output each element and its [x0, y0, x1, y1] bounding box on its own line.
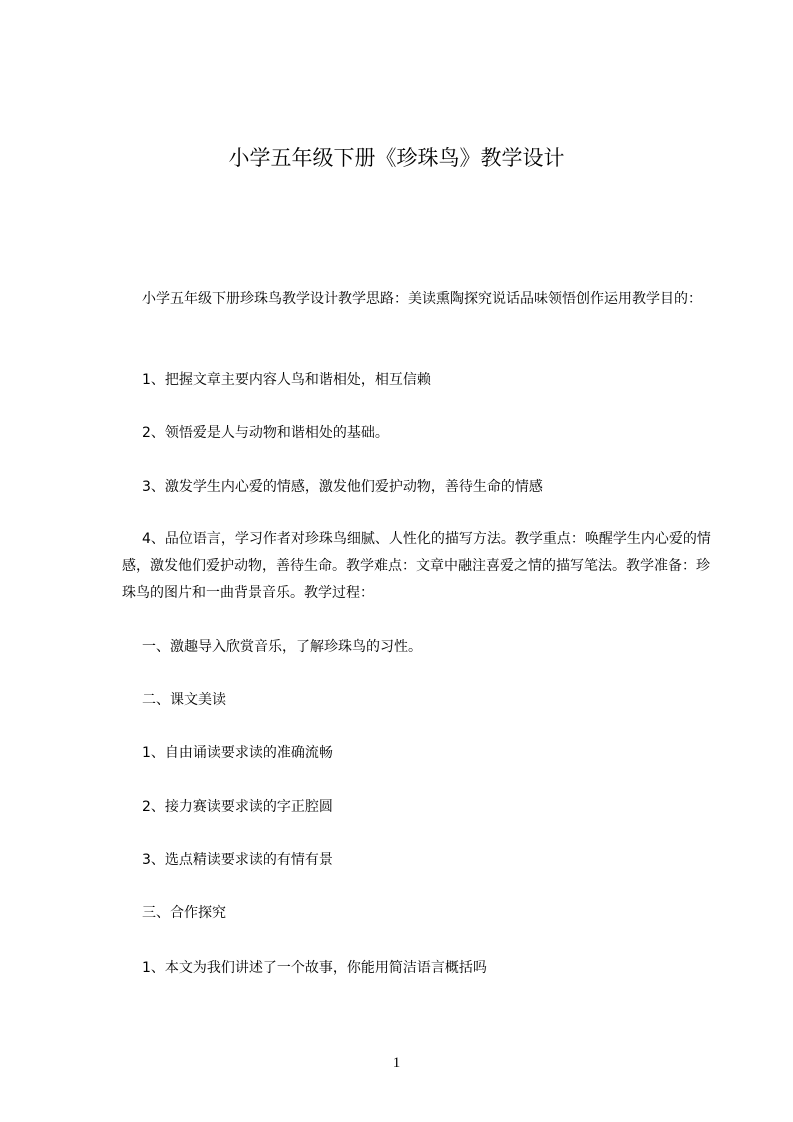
paragraph-intro: 小学五年级下册珍珠鸟教学设计教学思路：美读熏陶探究说话品味领悟创作运用教学目的： [142, 291, 702, 307]
paragraph-goal-1: 1、把握文章主要内容人鸟和谐相处，相互信赖 [142, 372, 431, 388]
paragraph-section-3: 三、合作探究 [142, 905, 226, 921]
paragraph-reading-2: 2、接力赛读要求读的字正腔圆 [142, 799, 333, 815]
paragraph-goal-4: 4、品位语言，学习作者对珍珠鸟细腻、人性化的描写方法。教学重点：唤醒学生内心爱的情感，激发他们爱护动物，善待生命。教学难点：文章中融注喜爱之情的描写笔法。教学准备：珍珠鸟的图片和一曲背景音乐。教学过程： [122, 531, 711, 601]
paragraph-reading-3: 3、选点精读要求读的有情有景 [142, 852, 333, 868]
paragraph-question-1: 1、本文为我们讲述了一个故事，你能用简洁语言概括吗 [142, 960, 487, 976]
paragraph-section-2: 二、课文美读 [142, 692, 226, 708]
paragraph-reading-1: 1、自由诵读要求读的准确流畅 [142, 745, 333, 761]
paragraph-goal-2: 2、领悟爱是人与动物和谐相处的基础。 [142, 425, 389, 441]
document-title: 小学五年级下册《珍珠鸟》教学设计 [228, 146, 565, 170]
paragraph-goal-3: 3、激发学生内心爱的情感，激发他们爱护动物，善待生命的情感 [142, 479, 543, 495]
page-number: 1 [392, 1055, 401, 1071]
paragraph-section-1: 一、激趣导入欣赏音乐，了解珍珠鸟的习性。 [142, 639, 422, 655]
